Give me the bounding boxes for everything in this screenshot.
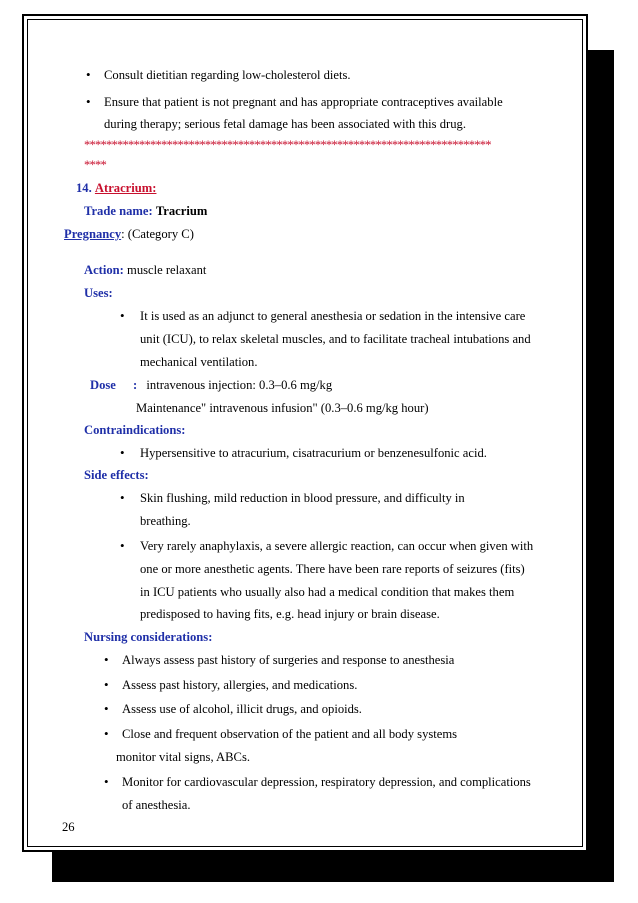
- trade-name-row: [84, 203, 207, 219]
- nursing-item-1: Always assess past history of surgeries and response to anesthesia: [122, 653, 455, 667]
- intro-bullet-1: Consult dietitian regarding low-cholesterol diets.: [104, 68, 351, 82]
- page-shadow-bottom: [52, 852, 614, 882]
- drug-name: Atracrium:: [94, 181, 157, 195]
- bullet-icon: •: [104, 701, 109, 716]
- page-shadow-right: [588, 50, 614, 882]
- bullet-icon: •: [86, 94, 91, 109]
- bullet-icon: •: [104, 652, 109, 667]
- bullet-icon: •: [104, 774, 109, 789]
- nursing-item-2: Assess past history, allergies, and medications.: [122, 678, 358, 692]
- bullet-icon: •: [104, 726, 109, 741]
- intro-bullet-2: Ensure that patient is not pregnant and has appropriate contraceptives available: [104, 95, 503, 109]
- intro-bullet-2-cont: during therapy; serious fetal damage has been associated with this drug.: [104, 117, 466, 131]
- pregnancy-value: : (Category C): [121, 227, 194, 241]
- pregnancy-row: [64, 226, 194, 242]
- bullet-icon: •: [104, 677, 109, 692]
- pregnancy-label: Pregnancy: [64, 227, 122, 241]
- page-number: 26: [62, 820, 75, 834]
- separator-line-2: ****: [84, 158, 106, 172]
- uses-label: Uses:: [84, 286, 113, 300]
- uses-line-2: unit (ICU), to relax skeletal muscles, and to facilitate tracheal intubations and: [140, 332, 531, 346]
- bullet-icon: •: [120, 308, 125, 323]
- nursing-item-5: Monitor for cardiovascular depression, respiratory depression, and complications: [122, 775, 531, 789]
- separator-line-1: **************************************************************************: [84, 138, 491, 152]
- nursing-item-5-cont: of anesthesia.: [122, 798, 191, 812]
- uses-line-3: mechanical ventilation.: [140, 355, 258, 369]
- action-label: Action:: [84, 263, 124, 277]
- nursing-considerations-label: Nursing considerations:: [84, 630, 213, 644]
- nursing-item-4: Close and frequent observation of the patient and all body systems: [122, 727, 458, 741]
- trade-name-label: Trade name:: [84, 204, 153, 218]
- side-effect-2-line-3: in ICU patients who usually also had a medical condition that makes them: [140, 585, 515, 599]
- side-effect-2-line-2: one or more anesthetic agents. There have been rare reports of seizures (fits): [140, 562, 525, 576]
- nursing-item-3: Assess use of alcohol, illicit drugs, and opioids.: [122, 702, 362, 716]
- contraindications-label: Contraindications:: [84, 423, 186, 437]
- drug-number: 14.: [76, 181, 92, 195]
- action-row: [84, 262, 206, 278]
- action-value: muscle relaxant: [127, 263, 207, 277]
- side-effects-label: Side effects:: [84, 468, 149, 482]
- dose-colon: :: [133, 378, 138, 392]
- side-effect-1-line-2: breathing.: [140, 514, 191, 528]
- trade-name-value: Tracrium: [155, 204, 208, 218]
- nursing-item-4-cont: monitor vital signs, ABCs.: [116, 750, 250, 764]
- side-effect-2-line-4: predisposed to having fits, e.g. head injury or brain disease.: [140, 607, 440, 621]
- drug-heading: [76, 180, 156, 196]
- bullet-icon: •: [86, 67, 91, 82]
- uses-line-1: It is used as an adjunct to general anesthesia or sedation in the intensive care: [140, 309, 526, 323]
- side-effect-1-line-1: Skin flushing, mild reduction in blood pressure, and difficulty in: [140, 491, 465, 505]
- bullet-icon: •: [120, 538, 125, 553]
- bullet-icon: •: [120, 445, 125, 460]
- bullet-icon: •: [120, 490, 125, 505]
- dose-label: Dose: [90, 378, 116, 392]
- dose-line-2: Maintenance" intravenous infusion" (0.3–0.6 mg/kg hour): [136, 401, 429, 415]
- contraindication-item: Hypersensitive to atracurium, cisatracurium or benzenesulfonic acid.: [140, 446, 487, 460]
- side-effect-2-line-1: Very rarely anaphylaxis, a severe allergic reaction, can occur when given with: [140, 539, 534, 553]
- dose-row: [90, 377, 332, 393]
- dose-line-1: intravenous injection: 0.3–0.6 mg/kg: [146, 378, 333, 392]
